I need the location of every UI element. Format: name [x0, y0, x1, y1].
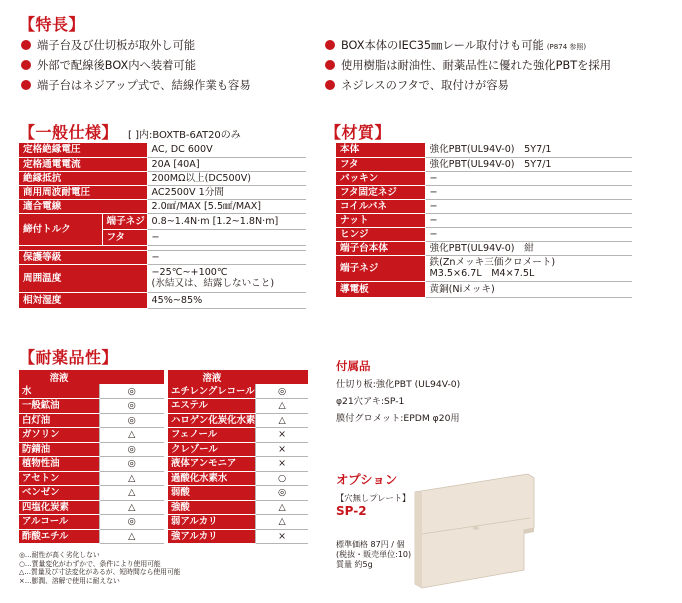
option-label: 【穴無しプレート】: [336, 493, 411, 503]
table-row: 強酸 △: [168, 500, 308, 515]
table-row: 端子台本体 強化PBT(UL94V-0) 紺: [336, 241, 632, 255]
table-row: 保護等級 −: [19, 250, 306, 264]
table-row: 商用周波耐電圧 AC2500V 1分間: [19, 185, 306, 199]
bullet-icon: [325, 60, 335, 70]
table-row: 弱酸 ◎: [168, 486, 308, 501]
feature-item: 端子台はネジアップ式で、結線作業も容易: [21, 76, 251, 96]
chemical-legend: ◎…耐性が高く劣化しない ○…質量変化がわずかで、条件により使用可能 △…質量及び寸法変化があるが、短時間なら使用可能 ×…膨潤、溶解で使用に耐えない: [19, 551, 181, 585]
table-row: エステル △: [168, 399, 308, 414]
table-row: 定格絶縁電圧 AC, DC 600V: [19, 143, 306, 157]
option-title: オプション: [336, 472, 398, 487]
table-row: フタ −: [19, 229, 306, 245]
general-spec-table: [19, 143, 306, 309]
table-row: パッキン −: [336, 171, 632, 185]
table-row: 強アルカリ ×: [168, 529, 308, 544]
bullet-icon: [325, 40, 335, 50]
table-row: 一般鉱油 ◎: [19, 399, 164, 414]
table-row: 弱アルカリ △: [168, 515, 308, 530]
features-title: 【特長】: [19, 15, 86, 34]
bullet-icon: [21, 40, 31, 50]
table-row: フタ固定ネジ −: [336, 185, 632, 199]
bullet-icon: [21, 60, 31, 70]
table-row: 植物性油 ◎: [19, 457, 164, 472]
table-row: 防錆油 ◎: [19, 442, 164, 457]
table-row: ヒンジ −: [336, 227, 632, 241]
table-row: 締付トルク 端子ネジ 0.8~1.4N·m [1.2~1.8N·m]: [19, 213, 306, 229]
column-header: 溶液: [19, 370, 99, 384]
table-row: コイルバネ −: [336, 199, 632, 213]
feature-item: 使用樹脂は耐油性、耐薬品性に優れた強化PBTを採用: [325, 56, 611, 76]
chemical-table-left: [19, 370, 164, 544]
feature-item: BOX本体のIEC35㎜レール取付けも可能 (P874 参照): [325, 36, 586, 58]
table-row: 絶縁抵抗 200MΩ以上(DC500V): [19, 171, 306, 185]
table-row: クレゾール ×: [168, 442, 308, 457]
table-row: フェノール ×: [168, 428, 308, 443]
table-row: ガソリン △: [19, 428, 164, 443]
feature-item: 外部で配線後BOX内へ装着可能: [21, 56, 196, 76]
option-details: 標準価格 87円 / 個 (税抜・販売単位:10) 質量 約5g: [336, 540, 412, 569]
chemical-title: 【耐薬品性】: [19, 348, 119, 367]
table-row: エチレングレコール ◎: [168, 384, 308, 399]
table-row: 白灯油 ◎: [19, 413, 164, 428]
table-row: 導電板 黄銅(Niメッキ): [336, 281, 632, 297]
table-row: 液体アンモニア ×: [168, 457, 308, 472]
material-table: [336, 143, 632, 298]
table-row: フタ 強化PBT(UL94V-0) 5Y7/1: [336, 157, 632, 171]
table-row: 本体 強化PBT(UL94V-0) 5Y7/1: [336, 143, 632, 157]
bullet-icon: [21, 80, 31, 90]
table-row: 過酸化水素水 ○: [168, 471, 308, 486]
table-row: 水 ◎: [19, 384, 164, 399]
accessory-list: 仕切り板:強化PBT (UL94V-0) φ21穴アキ:SP-1 膜付グロメット:EPDM φ20用: [336, 379, 461, 424]
column-header: 溶液: [168, 370, 256, 384]
table-row: 周囲温度 −25℃~+100℃ (氷結又は、結露しないこと): [19, 264, 306, 292]
chemical-table-right: [168, 370, 308, 544]
bullet-icon: [325, 80, 335, 90]
general-spec-title: 【一般仕様】 [ ]内:BOXTB-6AT20のみ: [19, 123, 241, 142]
table-row: ハロゲン化炭化水素 △: [168, 413, 308, 428]
table-row: 酢酸エチル △: [19, 529, 164, 544]
table-row: 端子ネジ 鉄(Znメッキ三価クロメート) M3.5×6.7L M4×7.5L: [336, 255, 632, 281]
accessory-title: 付属品: [336, 359, 371, 373]
option-model: SP-2: [336, 504, 367, 518]
table-row: ベンゼン △: [19, 486, 164, 501]
table-row: ナット −: [336, 213, 632, 227]
plate-image: [410, 470, 540, 592]
feature-item: ネジレスのフタで、取付けが容易: [325, 76, 509, 96]
feature-item: 端子台及び仕切板が取外し可能: [21, 36, 195, 56]
table-row: 相対湿度 45%~85%: [19, 292, 306, 308]
table-row: 定格通電電流 20A [40A]: [19, 157, 306, 171]
table-row: 適合電線 2.0㎟/MAX [5.5㎟/MAX]: [19, 199, 306, 213]
material-title: 【材質】: [325, 123, 392, 142]
table-row: アセトン △: [19, 471, 164, 486]
table-row: 四塩化炭素 △: [19, 500, 164, 515]
table-row: アルコール ◎: [19, 515, 164, 530]
